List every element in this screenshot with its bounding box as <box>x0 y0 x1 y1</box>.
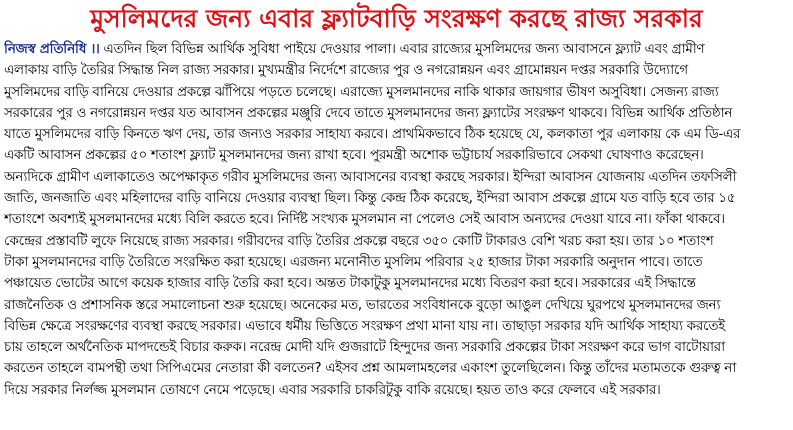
article-line: রাজনৈতিক ও প্রশাসনিক স্তরে সমালোচনা শুরু হয়েছে। অনেকের মত, ভারতের সংবিধানকে বুড়ো আঙুল দেখিয়ে ঘুরপথে মুসলমানদের জন্য <box>4 296 721 313</box>
article-line <box>4 39 790 60</box>
article-line: পঞ্চায়েত ভোটের আগে কয়েক হাজার বাড়ি তৈরি করা হবে। অন্তত টাকাটুকু মুসলমানদের মধ্যে বিতরণ করা হবে। সরকারের এই সিদ্ধান্তে <box>4 275 696 292</box>
article-line: টাকা মুসলমানদের বাড়ি তৈরিতে সংরক্ষিত করা হয়েছে। এরজন্য মনোনীত মুসলিম পরিবার ২৫ হাজার টাকা সরকারি অনুদান পাবে। তাতে <box>4 253 703 270</box>
article-line: কেন্দ্রের প্রস্তাবটি লুফে নিয়েছে রাজ্য সরকার। গরীবদের বাড়ি তৈরির প্রকল্পে বছরে ৩৫০ কোটি টাকারও বেশি খরচ করা হয়। তার ১০ শতাংশ <box>4 232 714 249</box>
article-line: চায় তাহলে অর্থনৈতিক মাপদন্ডেই বিচার করুক। নরেন্দ্র মোদী যদি গুজরাটে হিন্দুদের জন্য সরকারি প্রকল্পের টাকা সংরক্ষণ করে ভাগ বাটোয়ারা <box>4 339 725 356</box>
article-line: করতেন তাহলে বামপন্থী তথা সিপিএমের নেতারা কী বলতেন? এইসব প্রশ্ন আমলামহলের একাংশ তুলেছিলেন। কিন্তু তাঁদের মতামতকে গুরুত্ব না <box>4 360 737 377</box>
article-line: মুসলিমদের বাড়ি বানিয়ে দেওয়ার প্রকল্পে ঝাঁপিয়ে পড়তে চলেছে। এরাজ্যে মুসলমানদের নাকি থাকার জায়গার ভীষণ অসুবিধা। সেজন্য রাজ্য <box>4 83 719 100</box>
article-line: শতাংশে অবশ্যই মুসলমানদের মধ্যে বিলি করতে হবে। নির্দিষ্ট সংখ্যক মুসলমান না পেলেও সেই আবাস অন্যদের দেওয়া যাবে না। ফাঁকা থাকবে। <box>4 211 725 228</box>
article-line: সরকারের পুর ও নগরোন্নয়ন দপ্তর যত আবাসন প্রকল্পের মঞ্জুরি দেবে তাতে মুসলমানদের জন্য ফ্ল্যাটের সংরক্ষণ থাকবে। বিভিন্ন আর্থিক প্রতিষ্ঠান <box>4 104 733 121</box>
article-line: এলাকায় বাড়ি তৈরির সিদ্ধান্ত নিল রাজ্য সরকার। মুখ্যমন্ত্রীর নির্দেশে রাজ্যের পুর ও নগরোন্নয়ন এবং গ্রামোন্নয়ন দপ্তর সরকারি উদ্যোগে <box>4 62 688 79</box>
byline: নিজস্ব প্রতিনিধি ।। <box>4 41 100 57</box>
article-body <box>4 39 790 401</box>
article-line-text: এতদিন ছিল বিভিন্ন আর্থিক সুবিধা পাইয়ে দেওয়ার পালা। এবার রাজ্যের মুসলিমদের জন্য আবাসনে ফ্ল্যাট এবং গ্রামীণ <box>103 41 705 57</box>
article-line: দিয়ে সরকার নির্লজ্জ মুসলমান তোষণে নেমে পড়েছে। এবার সরকারি চাকরিটুকু বাকি রয়েছে। হয়ত তাও করে ফেলবে এই সরকার। <box>4 381 661 398</box>
article-line: অন্যদিকে গ্রামীণ এলাকাতেও অপেক্ষাকৃত গরীব মুসলিমদের জন্য আবাসনের ব্যবস্থা করছে সরকার। ইন্দিরা আবাসন যোজনায় এতদিন তফসিলী <box>4 168 737 185</box>
article-line: একটি আবাসন প্রকল্পের ৫০ শতাংশ ফ্ল্যাট মুসলমানদের জন্য রাখা হবে। পুরমন্ত্রী অশোক ভট্টাচার্য সরকারিভাবে সেকথা ঘোষণাও করেছেন। <box>4 147 704 164</box>
article-line: যাতে মুসলিমদের বাড়ি কিনতে ঋণ দেয়, তার জন্যও সরকার সাহায্য করবে। প্রাথমিকভাবে ঠিক হয়েছে যে, কলকাতা পুর এলাকায় কে এম ডি-এর <box>4 126 741 143</box>
article-line: জাতি, জনজাতি এবং মহিলাদের বাড়ি বানিয়ে দেওয়ার ব্যবস্থা ছিল। কিন্তু কেন্দ্র ঠিক করেছে, ইন্দিরা আবাস প্রকল্পে গ্রামে যত বাড়ি হবে তার ১৫ <box>4 190 736 207</box>
article-line: বিভিন্ন ক্ষেত্রে সংরক্ষণের ব্যবস্থা করছে সরকার। এভাবে ধর্মীয় ভিত্তিতে সংরক্ষণ প্রথা মানা যায় না। তাছাড়া সরকার যদি আর্থিক সাহায্য করতেই <box>4 317 725 334</box>
headline: মুসলিমদের জন্য এবার ফ্ল্যাটবাড়ি সংরক্ষণ করছে রাজ্য সরকার <box>90 4 703 33</box>
